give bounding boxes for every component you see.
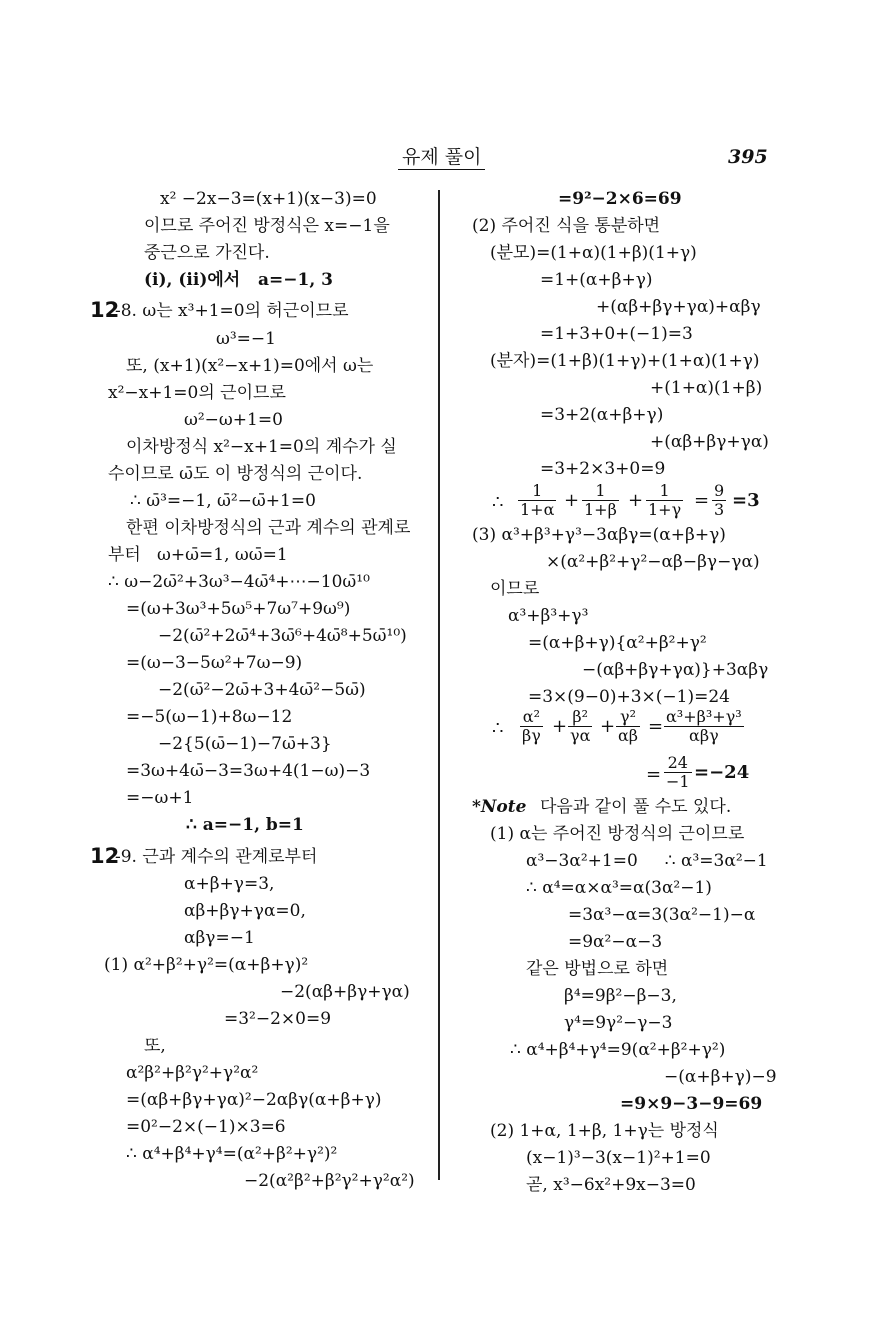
left-line-10: 이차방정식 x²−x+1=0의 계수가 실 [126, 437, 397, 457]
right-line-8: +(1+α)(1+β) [650, 378, 763, 398]
right-line-33: =9×9−3−9=69 [620, 1094, 763, 1114]
problem-number-12-8: 12 [90, 298, 120, 322]
fraction-24-over-minus1 [664, 754, 692, 791]
left-line-28: αβγ=−1 [184, 928, 255, 948]
plus-sign: + [628, 490, 644, 511]
fraction-numerator: 24 [667, 753, 688, 772]
left-line-6: ω³=−1 [216, 329, 276, 349]
left-line-12: ∴ ω̄³=−1, ω̄²−ω̄+1=0 [130, 491, 316, 511]
right-line-15: 이므로 [490, 579, 540, 599]
left-line-14: 부터 ω+ω̄=1, ωω̄=1 [108, 545, 288, 565]
left-line-3: 중근으로 가진다. [144, 243, 270, 263]
right-line-18: −(αβ+βγ+γα)}+3αβγ [582, 660, 769, 680]
left-line-13: 한편 이차방정식의 근과 계수의 관계로 [126, 518, 411, 538]
right-line-14: ×(α²+β²+γ²−αβ−βγ−γα) [546, 552, 760, 572]
left-line-29: (1) α²+β²+γ²=(α+β+γ)² [104, 955, 309, 975]
page-number: 395 [728, 146, 768, 168]
left-line-35: =0²−2×(−1)×3=6 [126, 1117, 286, 1137]
left-line-26: α+β+γ=3, [184, 874, 275, 894]
left-line-22: =3ω+4ω̄−3=3ω+4(1−ω)−3 [126, 761, 371, 781]
left-line-8: x²−x+1=0의 근이므로 [108, 383, 286, 403]
right-line-34: (2) 1+α, 1+β, 1+γ는 방정식 [490, 1121, 719, 1141]
fraction-beta2-over-gammaalpha [568, 708, 592, 745]
right-line-7: (분자)=(1+β)(1+γ)+(1+α)(1+γ) [490, 351, 760, 371]
left-line-19: −2(ω̄²−2ω̄+3+4ω̄²−5ω̄) [158, 680, 366, 700]
left-line-21: −2{5(ω̄−1)−7ω̄+3} [158, 734, 332, 754]
equals-sign: = [646, 764, 662, 785]
right-line-6: =1+3+0+(−1)=3 [540, 324, 693, 344]
fraction-denominator: 1+γ [648, 500, 682, 520]
plus-sign: + [564, 490, 580, 511]
fraction-denominator: αβ [618, 726, 639, 746]
fraction-1-over-1-plus-beta [582, 482, 619, 519]
fraction-numerator: 1 [595, 481, 606, 500]
fraction-9-over-3 [712, 482, 726, 519]
right-line-11: =3+2×3+0=9 [540, 459, 666, 479]
right-line-29: β⁴=9β²−β−3, [564, 986, 677, 1006]
fraction-numerator: 1 [659, 481, 670, 500]
left-line-32: 또, [144, 1036, 166, 1056]
fraction-denominator: 3 [714, 500, 725, 520]
right-line-32: −(α+β+γ)−9 [664, 1067, 777, 1087]
equals-sign: = [648, 716, 664, 737]
problem-number-12-9: 12 [90, 844, 120, 868]
problem-12-9-intro: -9. 근과 계수의 관계로부터 [115, 847, 318, 867]
fraction-sum-cubes-over-alphabetagamma [664, 708, 744, 745]
note-text: 다음과 같이 풀 수도 있다. [540, 797, 732, 817]
left-line-33: α²β²+β²γ²+γ²α² [126, 1063, 259, 1083]
left-line-34: =(αβ+βγ+γα)²−2αβγ(α+β+γ) [126, 1090, 382, 1110]
right-line-25: ∴ α⁴=α×α³=α(3α²−1) [526, 878, 712, 898]
problem-12-8-intro: -8. ω는 x³+1=0의 허근이므로 [115, 301, 349, 321]
plus-sign: + [552, 716, 568, 737]
fraction-numerator: α² [522, 707, 541, 726]
fraction-1-over-1-plus-gamma [646, 482, 683, 519]
left-line-18: =(ω−3−5ω²+7ω−9) [126, 653, 303, 673]
left-line-2: 이므로 주어진 방정식은 x=−1을 [144, 216, 390, 236]
right-line-3: (분모)=(1+α)(1+β)(1+γ) [490, 243, 697, 263]
left-line-30: −2(αβ+βγ+γα) [280, 982, 410, 1002]
fraction-denominator: γα [570, 726, 591, 746]
left-line-1: x² −2x−3=(x+1)(x−3)=0 [160, 189, 377, 209]
fraction-numerator: α³+β³+γ³ [666, 707, 742, 726]
left-line-16: =(ω+3ω³+5ω⁵+7ω⁷+9ω⁹) [126, 599, 351, 619]
fraction-numerator: γ² [620, 707, 637, 726]
right-line-19: =3×(9−0)+3×(−1)=24 [528, 687, 730, 707]
right-line-30: γ⁴=9γ²−γ−3 [564, 1013, 673, 1033]
left-line-24: ∴ a=−1, b=1 [186, 815, 304, 835]
left-line-11: 수이므로 ω̄도 이 방정식의 근이다. [108, 464, 363, 484]
right-line-1: =9²−2×6=69 [558, 189, 682, 209]
left-line-23: =−ω+1 [126, 788, 194, 808]
fraction-gamma2-over-alphabeta [616, 708, 640, 745]
left-line-31: =3²−2×0=9 [224, 1009, 332, 1029]
fraction-alpha2-over-betagamma [520, 708, 543, 745]
right-line-4: =1+(α+β+γ) [540, 270, 653, 290]
fraction-numerator: β² [572, 707, 589, 726]
right-line-31: ∴ α⁴+β⁴+γ⁴=9(α²+β²+γ²) [510, 1040, 726, 1060]
note-label: *Note [472, 797, 527, 817]
fraction-numerator: 9 [714, 481, 725, 500]
right-line-9: =3+2(α+β+γ) [540, 405, 664, 425]
left-line-37: −2(α²β²+β²γ²+γ²α²) [244, 1171, 415, 1191]
column-divider [438, 190, 440, 1180]
left-line-4: (i), (ii)에서 a=−1, 3 [144, 270, 333, 290]
right-line-16: α³+β³+γ³ [508, 606, 589, 626]
left-line-15: ∴ ω−2ω̄²+3ω³−4ω̄⁴+⋯−10ω̄¹⁰ [108, 572, 370, 592]
therefore-sign: ∴ [492, 492, 504, 513]
right-line-26: =3α³−α=3(3α²−1)−α [568, 905, 756, 925]
fraction-denominator: βγ [522, 726, 541, 746]
fraction-numerator: 1 [532, 481, 543, 500]
right-line-10: +(αβ+βγ+γα) [650, 432, 769, 452]
left-line-27: αβ+βγ+γα=0, [184, 901, 306, 921]
therefore-sign: ∴ [492, 718, 504, 739]
left-line-7: 또, (x+1)(x²−x+1)=0에서 ω는 [126, 356, 374, 376]
page-title: 유제 풀이 [398, 146, 485, 170]
fraction-denominator: 1+α [520, 500, 555, 520]
equals-sign: = [694, 490, 710, 511]
fraction-denominator: −1 [666, 772, 690, 792]
right-line-28: 같은 방법으로 하면 [526, 959, 669, 979]
fraction-denominator: 1+β [584, 500, 617, 520]
right-line-23: (1) α는 주어진 방정식의 근이므로 [490, 824, 745, 844]
fraction-1-over-1-plus-alpha [518, 482, 556, 519]
right-line-2: (2) 주어진 식을 통분하면 [472, 216, 661, 236]
left-line-9: ω²−ω+1=0 [184, 410, 283, 430]
left-line-36: ∴ α⁴+β⁴+γ⁴=(α²+β²+γ²)² [126, 1144, 338, 1164]
fraction-denominator: αβγ [689, 726, 719, 746]
left-line-20: =−5(ω−1)+8ω−12 [126, 707, 293, 727]
fraction-result: =−24 [694, 762, 750, 783]
right-line-27: =9α²−α−3 [568, 932, 663, 952]
left-line-17: −2(ω̄²+2ω̄⁴+3ω̄⁶+4ω̄⁸+5ω̄¹⁰) [158, 626, 407, 646]
plus-sign: + [600, 716, 616, 737]
right-line-24: α³−3α²+1=0 ∴ α³=3α²−1 [526, 851, 768, 871]
right-line-35: (x−1)³−3(x−1)²+1=0 [526, 1148, 711, 1168]
fraction-result: =3 [732, 490, 760, 511]
right-line-17: =(α+β+γ){α²+β²+γ² [528, 633, 707, 653]
right-line-5: +(αβ+βγ+γα)+αβγ [596, 297, 761, 317]
right-line-13: (3) α³+β³+γ³−3αβγ=(α+β+γ) [472, 525, 726, 545]
right-line-36: 곧, x³−6x²+9x−3=0 [526, 1175, 696, 1195]
